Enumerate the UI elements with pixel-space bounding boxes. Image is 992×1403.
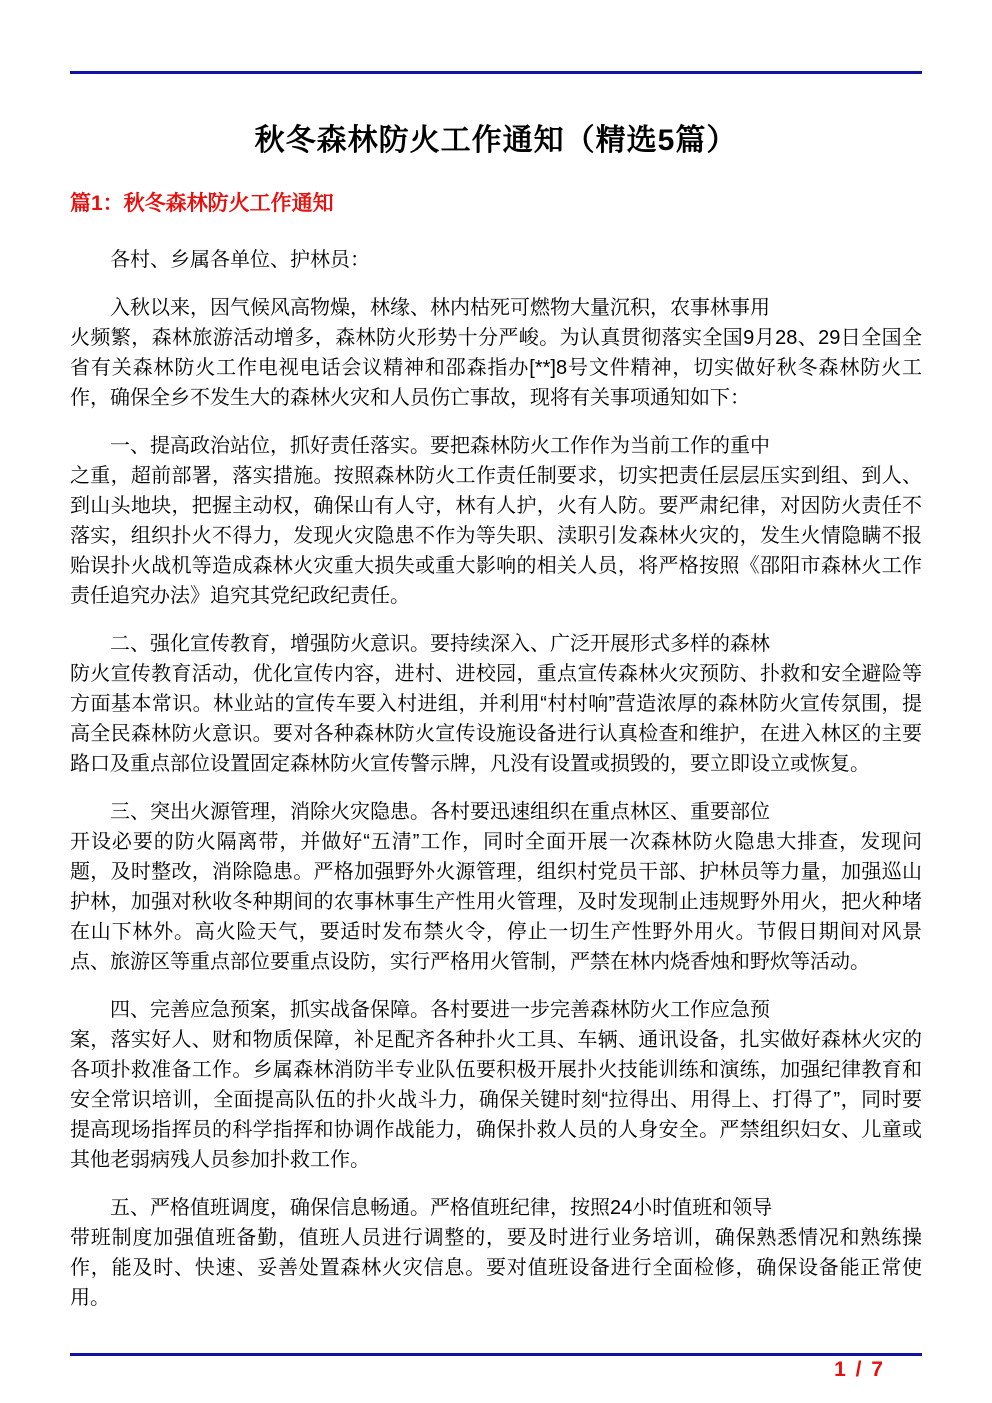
paragraph-rest: 火频繁，森林旅游活动增多，森林防火形势十分严峻。为认真贯彻落实全国9月28、29日全国全省有关森林防火工作电视电话会议精神和邵森指办[**]8号文件精神，切实做好秋冬森林防火工作，确保全乡不发生大的森林火灾和人员伤亡事故，现将有关事项通知如下： (70, 327, 922, 409)
bottom-divider (70, 1353, 922, 1356)
document-title: 秋冬森林防火工作通知（精选5篇） (254, 124, 738, 157)
paragraph-rest: 带班制度加强值班备勤，值班人员进行调整的，要及时进行业务培训，确保熟悉情况和熟练操作，能及时、快速、妥善处置森林火灾信息。要对值班设备进行全面检修，确保设备能正常使用。 (70, 1227, 922, 1309)
page-number: 1 / 7 (834, 1358, 885, 1381)
paragraph-2 (70, 431, 922, 611)
paragraph-1 (70, 293, 922, 413)
paragraph-lead-line: 一、提高政治站位，抓好责任落实。要把森林防火工作作为当前工作的重中 (110, 435, 770, 457)
document-body (70, 293, 922, 1313)
top-divider (70, 71, 922, 74)
paragraph-rest: 开设必要的防火隔离带，并做好“五清”工作，同时全面开展一次森林防火隐患大排查，发现问题，及时整改，消除隐患。严格加强野外火源管理，组织村党员干部、护林员等力量，加强巡山护林，加强对秋收冬种期间的农事林事生产性用火管理，及时发现制止违规野外用火，把火种堵在山下林外。高火险天气，要适时发布禁火令，停止一切生产性野外用火。节假日期间对风景点、旅游区等重点部位要重点设防，实行严格用火管制，严禁在林内烧香烛和野炊等活动。 (70, 831, 922, 973)
paragraph-4 (70, 797, 922, 977)
paragraph-lead-line: 四、完善应急预案，抓实战备保障。各村要进一步完善森林防火工作应急预 (110, 999, 770, 1021)
paragraph-rest: 之重，超前部署，落实措施。按照森林防火工作责任制要求，切实把责任层层压实到组、到人、到山头地块，把握主动权，确保山有人守，林有人护，火有人防。要严肃纪律，对因防火责任不落实，组织扑火不得力，发现火灾隐患不作为等失职、渎职引发森林火灾的，发生火情隐瞒不报贻误扑火战机等造成森林火灾重大损失或重大影响的相关人员，将严格按照《邵阳市森林火工作责任追究办法》追究其党纪政纪责任。 (70, 465, 922, 607)
paragraph-lead-line: 五、严格值班调度，确保信息畅通。严格值班纪律，按照24小时值班和领导 (110, 1197, 773, 1219)
paragraph-rest: 防火宣传教育活动，优化宣传内容，进村、进校园，重点宣传森林火灾预防、扑救和安全避险等方面基本常识。林业站的宣传车要入村进组，并利用“村村响”营造浓厚的森林防火宣传氛围，提高全民森林防火意识。要对各种森林防火宣传设施设备进行认真检查和维护，在进入林区的主要路口及重点部位设置固定森林防火宣传警示牌，凡没有设置或损毁的，要立即设立或恢复。 (70, 663, 922, 775)
paragraph-5 (70, 995, 922, 1175)
section-1-heading: 篇1：秋冬森林防火工作通知 (70, 192, 334, 215)
paragraph-rest: 案，落实好人、财和物质保障，补足配齐各种扑火工具、车辆、通讯设备，扎实做好森林火灾的各项扑救准备工作。乡属森林消防半专业队伍要积极开展扑火技能训练和演练，加强纪律教育和安全常识培训，全面提高队伍的扑火战斗力，确保关键时刻“拉得出、用得上、打得了”，同时要提高现场指挥员的科学指挥和协调作战能力，确保扑救人员的人身安全。严禁组织妇女、儿童或其他老弱病残人员参加扑救工作。 (70, 1029, 922, 1171)
paragraph-6 (70, 1193, 922, 1313)
paragraph-lead-line: 二、强化宣传教育，增强防火意识。要持续深入、广泛开展形式多样的森林 (110, 633, 770, 655)
salutation: 各村、乡属各单位、护林员： (110, 249, 370, 271)
paragraph-lead-line: 三、突出火源管理，消除火灾隐患。各村要迅速组织在重点林区、重要部位 (110, 801, 770, 823)
document-content (70, 0, 922, 1313)
paragraph-lead-line: 入秋以来，因气候风高物燥，林缘、林内枯死可燃物大量沉积，农事林事用 (110, 297, 770, 319)
paragraph-3 (70, 629, 922, 779)
